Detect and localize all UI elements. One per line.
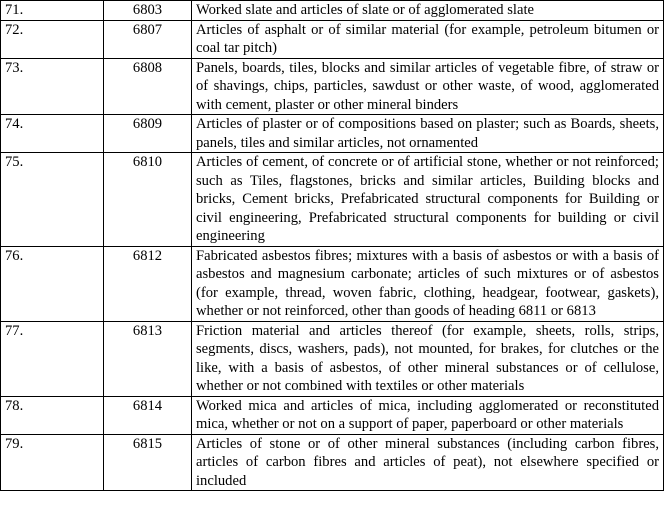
table-row — [1, 434, 664, 491]
heading-code: 6814 — [104, 396, 192, 434]
description: Worked mica and articles of mica, including agglomerated or reconstituted mica, whether or not on a support of paper, paperboard or other materials — [192, 396, 664, 434]
heading-code: 6809 — [104, 115, 192, 153]
serial-number: 74. — [1, 115, 104, 153]
heading-code: 6808 — [104, 58, 192, 115]
serial-number: 75. — [1, 153, 104, 247]
table-row — [1, 1, 664, 21]
serial-number: 73. — [1, 58, 104, 115]
description: Panels, boards, tiles, blocks and similar articles of vegetable fibre, of straw or of shavings, chips, particles, sawdust or other waste, of wood, agglomerated with cement, plaster or other mineral binders — [192, 58, 664, 115]
heading-code: 6810 — [104, 153, 192, 247]
serial-number: 72. — [1, 20, 104, 58]
serial-number: 77. — [1, 321, 104, 396]
table-row — [1, 58, 664, 115]
table-row — [1, 115, 664, 153]
serial-number: 71. — [1, 1, 104, 21]
heading-code: 6812 — [104, 246, 192, 321]
table-row — [1, 321, 664, 396]
table-row — [1, 20, 664, 58]
description: Articles of stone or of other mineral substances (including carbon fibres, articles of carbon fibres and articles of peat), not elsewhere specified or included — [192, 434, 664, 491]
serial-number: 78. — [1, 396, 104, 434]
description: Articles of plaster or of compositions based on plaster; such as Boards, sheets, panels, tiles and similar articles, not ornamented — [192, 115, 664, 153]
table-row — [1, 246, 664, 321]
serial-number: 79. — [1, 434, 104, 491]
description: Articles of cement, of concrete or of artificial stone, whether or not reinforced; such as Tiles, flagstones, bricks and similar articles, Building blocks and bricks, Cement bricks, Prefabricated structural components for Building or civil engineering, Prefabricated structural components for building or civil engineering — [192, 153, 664, 247]
heading-code: 6803 — [104, 1, 192, 21]
serial-number: 76. — [1, 246, 104, 321]
heading-code: 6813 — [104, 321, 192, 396]
description: Fabricated asbestos fibres; mixtures with a basis of asbestos or with a basis of asbestos and magnesium carbonate; articles of such mixtures or of asbestos (for example, thread, woven fabric, clothing, headgear, footwear, gaskets), whether or not reinforced, other than goods of heading 6811 or 6813 — [192, 246, 664, 321]
description: Friction material and articles thereof (for example, sheets, rolls, strips, segments, discs, washers, pads), not mounted, for brakes, for clutches or the like, with a basis of asbestos, of other mineral substances or of cellulose, whether or not combined with textiles or other materials — [192, 321, 664, 396]
description: Worked slate and articles of slate or of agglomerated slate — [192, 1, 664, 21]
table-row — [1, 153, 664, 247]
description: Articles of asphalt or of similar material (for example, petroleum bitumen or coal tar pitch) — [192, 20, 664, 58]
tariff-table-body — [1, 1, 664, 491]
heading-code: 6815 — [104, 434, 192, 491]
table-row — [1, 396, 664, 434]
heading-code: 6807 — [104, 20, 192, 58]
